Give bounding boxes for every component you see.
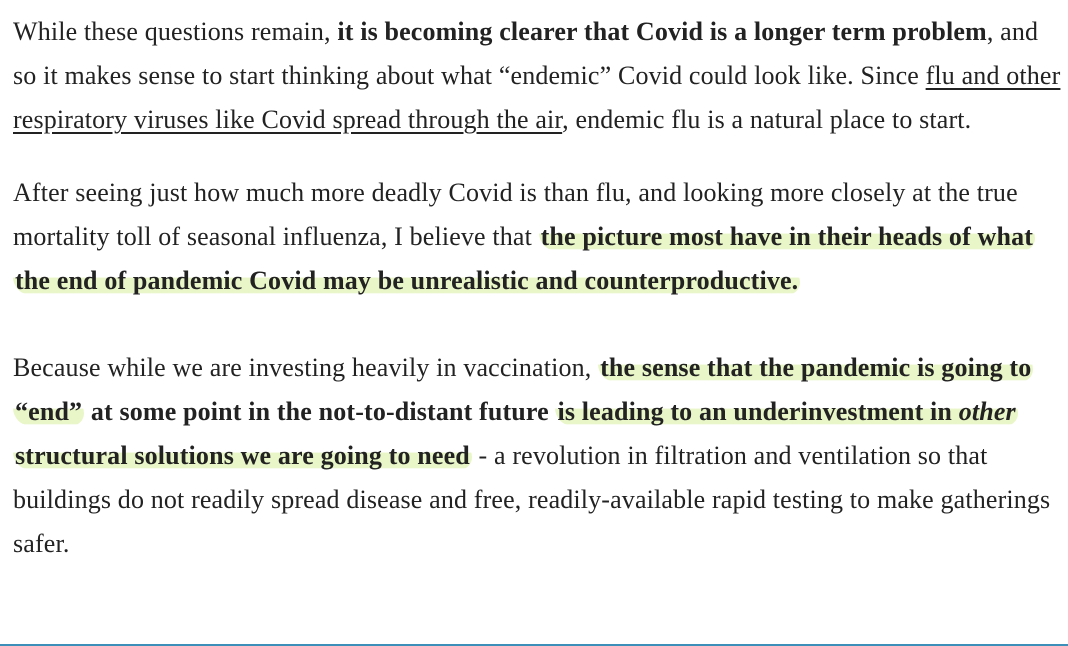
paragraph-3-text-b: - a revolution in filtration and ventilation so that buildings do not readily spread disease and free, readily-available rapid testing to make gatherings safer. [13,441,1051,558]
paragraph-2-highlight: the picture most have in their heads of what the end of pandemic Covid may be unrealistic and counterproductive. [15,222,1034,295]
paragraph-1-text-a: While these questions remain, [13,17,338,46]
highlight-2-italic: other [958,397,1016,426]
paragraph-3-highlight-1: the sense that the pandemic is going to “end” [15,353,1032,426]
paragraph-1-text-c: , endemic flu is a natural place to start. [562,105,972,134]
paragraph-3-bold: at some point in the not-to-distant future [84,397,556,426]
highlight-2-text-b: structural solutions we are going to need [15,441,470,470]
paragraph-3 [13,346,1063,566]
paragraph-1-text-b: , and so it makes sense to start thinking about what “endemic” Covid could look like. Since [13,17,1039,90]
highlight-2-text-a: is leading to an underinvestment in [557,397,959,426]
paragraph-3-text-a: Because while we are investing heavily in vaccination, [13,353,599,382]
paragraph-2 [13,171,1063,303]
paragraph-1 [13,10,1063,142]
paragraph-2-text-a: After seeing just how much more deadly Covid is than flu, and looking more closely at the true mortality toll of seasonal influenza, I believe that [13,178,1018,251]
article-body [13,10,1063,566]
airborne-spread-link[interactable]: flu and other respiratory viruses like Covid spread through the air [13,61,1061,134]
paragraph-1-bold: it is becoming clearer that Covid is a longer term problem [337,17,987,46]
